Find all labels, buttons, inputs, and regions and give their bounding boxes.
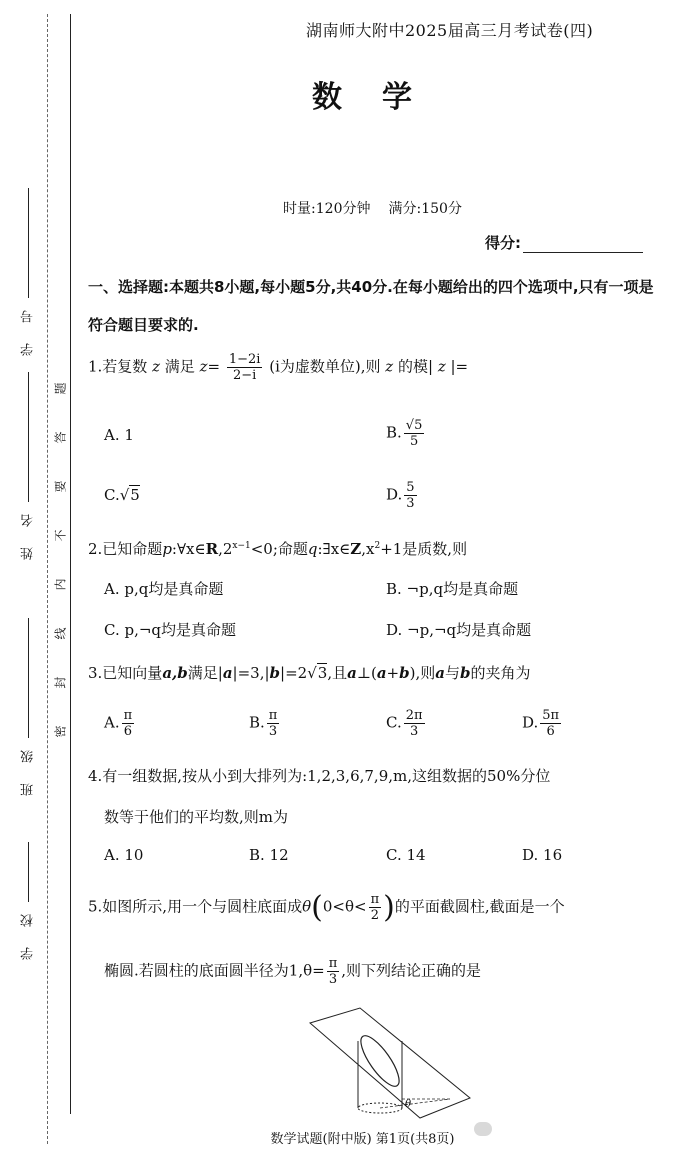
- q1-text: (i为虚数单位),则: [269, 357, 381, 376]
- class-label: 班 级: [20, 742, 36, 797]
- score-blank[interactable]: [523, 238, 643, 253]
- denominator: 3: [406, 496, 415, 511]
- q1-option-c[interactable]: C.√5: [104, 486, 140, 504]
- q2-exponent: x−1: [232, 541, 251, 551]
- q3-vector-b: b: [399, 664, 410, 682]
- elliptical-section: [355, 1031, 406, 1092]
- q2-text: ,2: [218, 540, 233, 558]
- seal-char: 线: [53, 627, 68, 640]
- q2-text: 2.已知命题: [88, 540, 163, 558]
- q4-option-c[interactable]: C. 14: [386, 846, 426, 864]
- q2-option-d[interactable]: D. ¬p,¬q均是真命题: [386, 621, 532, 639]
- school-underline: [28, 842, 29, 902]
- q3-text: 满足|: [187, 664, 223, 682]
- q3-text: |=2: [280, 664, 308, 682]
- q3-vector-a: a: [435, 664, 445, 682]
- q4-option-a[interactable]: A. 10: [104, 846, 144, 864]
- q1-var: z: [437, 357, 446, 376]
- option-label: D.: [386, 485, 403, 504]
- q5-fraction: [327, 956, 340, 987]
- q2-text: +1是质数,则: [380, 540, 468, 558]
- q3-option-a[interactable]: [104, 708, 136, 739]
- numerator: π: [328, 956, 338, 971]
- binding-solid-line: [70, 14, 71, 1114]
- q2-text: :∃x∈: [317, 540, 351, 558]
- q1-eq: z=: [199, 357, 221, 376]
- cylinder-section-figure: [300, 1003, 480, 1123]
- q5-text: 椭圆.若圆柱的底面圆半径为1,θ=: [104, 961, 325, 980]
- q4-option-b[interactable]: B. 12: [249, 846, 289, 864]
- option-value: 1: [124, 426, 134, 444]
- q3-vector-a: a: [347, 664, 357, 682]
- q1-text: 满足: [164, 357, 195, 376]
- question-2: [88, 538, 467, 559]
- theta-label: θ: [405, 1099, 412, 1110]
- q3-text: |=3,|: [232, 664, 270, 682]
- q1-var: z: [152, 357, 160, 376]
- q3-text: 3.已知向量: [88, 664, 163, 682]
- option-fraction: [122, 708, 135, 739]
- q2-var: q: [307, 540, 318, 558]
- q3-text: ,且: [327, 664, 348, 682]
- q3-option-b[interactable]: [249, 708, 281, 739]
- right-paren: ): [383, 890, 395, 925]
- option-label: B.: [386, 423, 402, 442]
- option-label: A.: [104, 713, 120, 732]
- numerator: 5: [406, 480, 415, 495]
- denominator: 5: [409, 434, 419, 449]
- q2-option-b[interactable]: B. ¬p,q均是真命题: [386, 580, 519, 598]
- denominator: 6: [123, 724, 133, 739]
- cutting-plane: [310, 1008, 470, 1118]
- q1-option-d[interactable]: [386, 480, 419, 511]
- denominator: 3: [328, 972, 338, 987]
- question-4-line-2: 数等于他们的平均数,则m为: [104, 808, 288, 826]
- watermark-icon: [474, 1122, 492, 1136]
- q3-vector-a: a: [376, 664, 387, 682]
- question-1: [88, 352, 468, 383]
- q2-text: :∀x∈: [171, 540, 206, 558]
- option-label: C.: [104, 486, 120, 504]
- name-label: 姓 名: [20, 506, 36, 561]
- option-label: A.: [104, 426, 120, 444]
- class-field[interactable]: [18, 618, 38, 796]
- option-fraction: [404, 708, 425, 739]
- q4-option-d[interactable]: D. 16: [522, 846, 563, 864]
- question-4-line-1: 4.有一组数据,按从小到大排列为:1,2,3,6,7,9,m,这组数据的50%分位: [88, 767, 551, 785]
- q3-text: +: [386, 664, 400, 682]
- q1-text: 1.若复数: [88, 357, 148, 376]
- numerator: 5π: [542, 708, 560, 723]
- q3-vectors: a,b: [162, 664, 188, 682]
- subject-title: 数学: [312, 80, 452, 115]
- radicand: 5: [130, 486, 140, 504]
- q3-option-d[interactable]: [522, 708, 563, 739]
- q5-text: 5.如图所示,用一个与圆柱底面成: [88, 897, 303, 916]
- question-5-line-1: [88, 890, 565, 925]
- denominator: 3: [268, 724, 278, 739]
- binding-dashed-line: [47, 14, 48, 1144]
- school-label: 学 校: [20, 906, 36, 961]
- q3-radicand: 3: [317, 664, 328, 682]
- seal-char: 答: [53, 431, 68, 444]
- q2-exponent: 2: [374, 541, 381, 551]
- exam-info: [0, 198, 675, 218]
- seal-char: 封: [53, 676, 68, 689]
- q5-text: 的平面截圆柱,截面是一个: [394, 897, 565, 916]
- q2-var: p: [162, 540, 172, 558]
- angle-ray: [380, 1099, 450, 1108]
- q3-text: ⊥(: [356, 664, 377, 682]
- numerator: π: [268, 708, 278, 723]
- school-field[interactable]: [18, 842, 38, 960]
- q1-text: 的模|: [397, 357, 434, 376]
- q2-option-a[interactable]: A. p,q均是真命题: [104, 580, 224, 598]
- page-footer: 数学试题(附中版) 第1页(共8页): [270, 1132, 455, 1147]
- name-field[interactable]: [18, 372, 38, 560]
- q2-text: <0;命题: [250, 540, 308, 558]
- q5-theta: θ: [302, 897, 312, 916]
- q3-text: 的夹角为: [470, 664, 531, 682]
- q1-numerator: 1−2i: [228, 352, 261, 367]
- option-label: D.: [522, 713, 539, 732]
- q2-option-c[interactable]: C. p,¬q均是真命题: [104, 621, 237, 639]
- numerator: π: [370, 892, 380, 907]
- seal-char: 要: [53, 480, 68, 493]
- score-label: 得分:: [485, 234, 521, 252]
- q5-text: ,则下列结论正确的是: [341, 961, 482, 980]
- q3-option-c[interactable]: [386, 708, 427, 739]
- exam-full-score: 满分:150分: [388, 201, 462, 217]
- denominator: 2: [370, 908, 379, 923]
- q3-text: 与: [444, 664, 460, 682]
- q1-option-b[interactable]: [386, 418, 426, 449]
- seal-char: 题: [53, 382, 68, 395]
- question-3: 3.已知向量a,b满足|a|=3,|b|=2√3,且a⊥(a+b),则a与b的夹角为: [88, 664, 531, 682]
- q3-vector-b: b: [269, 664, 281, 682]
- q1-var: z: [385, 357, 394, 376]
- left-paren: (: [311, 890, 323, 925]
- option-fraction: [404, 480, 416, 511]
- numerator: √5: [405, 418, 423, 433]
- question-5-line-2: [104, 956, 481, 987]
- denominator: 6: [546, 724, 555, 739]
- q1-denominator: 2−i: [232, 368, 257, 383]
- q3-text: ),则: [409, 664, 436, 682]
- q5-fraction: [369, 892, 382, 923]
- score-field[interactable]: [485, 232, 643, 253]
- q2-text: ,x: [361, 540, 375, 558]
- seal-char: 内: [53, 578, 68, 591]
- denominator: 3: [409, 724, 419, 739]
- option-fraction: [404, 418, 425, 449]
- class-underline: [28, 618, 29, 738]
- seal-char: 密: [53, 725, 68, 738]
- seal-char: 不: [53, 529, 68, 542]
- q1-text: |=: [450, 357, 469, 376]
- seal-line-notice: [50, 380, 70, 740]
- student-id-label: 学 号: [20, 302, 36, 357]
- q1-fraction: [227, 352, 263, 383]
- name-underline: [28, 372, 29, 502]
- exam-title: 湖南师大附中2025届高三月考试卷(四): [306, 21, 594, 40]
- numerator: 2π: [405, 708, 423, 723]
- q3-vector-b: b: [460, 664, 471, 682]
- q3-vector-a: a: [222, 664, 233, 682]
- numerator: π: [123, 708, 133, 723]
- option-label: B.: [249, 713, 265, 732]
- option-fraction: [267, 708, 280, 739]
- q1-option-a[interactable]: [104, 426, 134, 444]
- option-fraction: [540, 708, 561, 739]
- q5-condition: 0<θ<: [322, 897, 367, 916]
- q2-set: R: [205, 540, 219, 558]
- section-heading: 一、选择题:本题共8小题,每小题5分,共40分.在每小题给出的四个选项中,只有一项是符合题目要求的.: [88, 278, 654, 334]
- option-label: C.: [386, 713, 402, 732]
- q2-set: Z: [350, 540, 362, 558]
- exam-time: 时量:120分钟: [283, 201, 371, 217]
